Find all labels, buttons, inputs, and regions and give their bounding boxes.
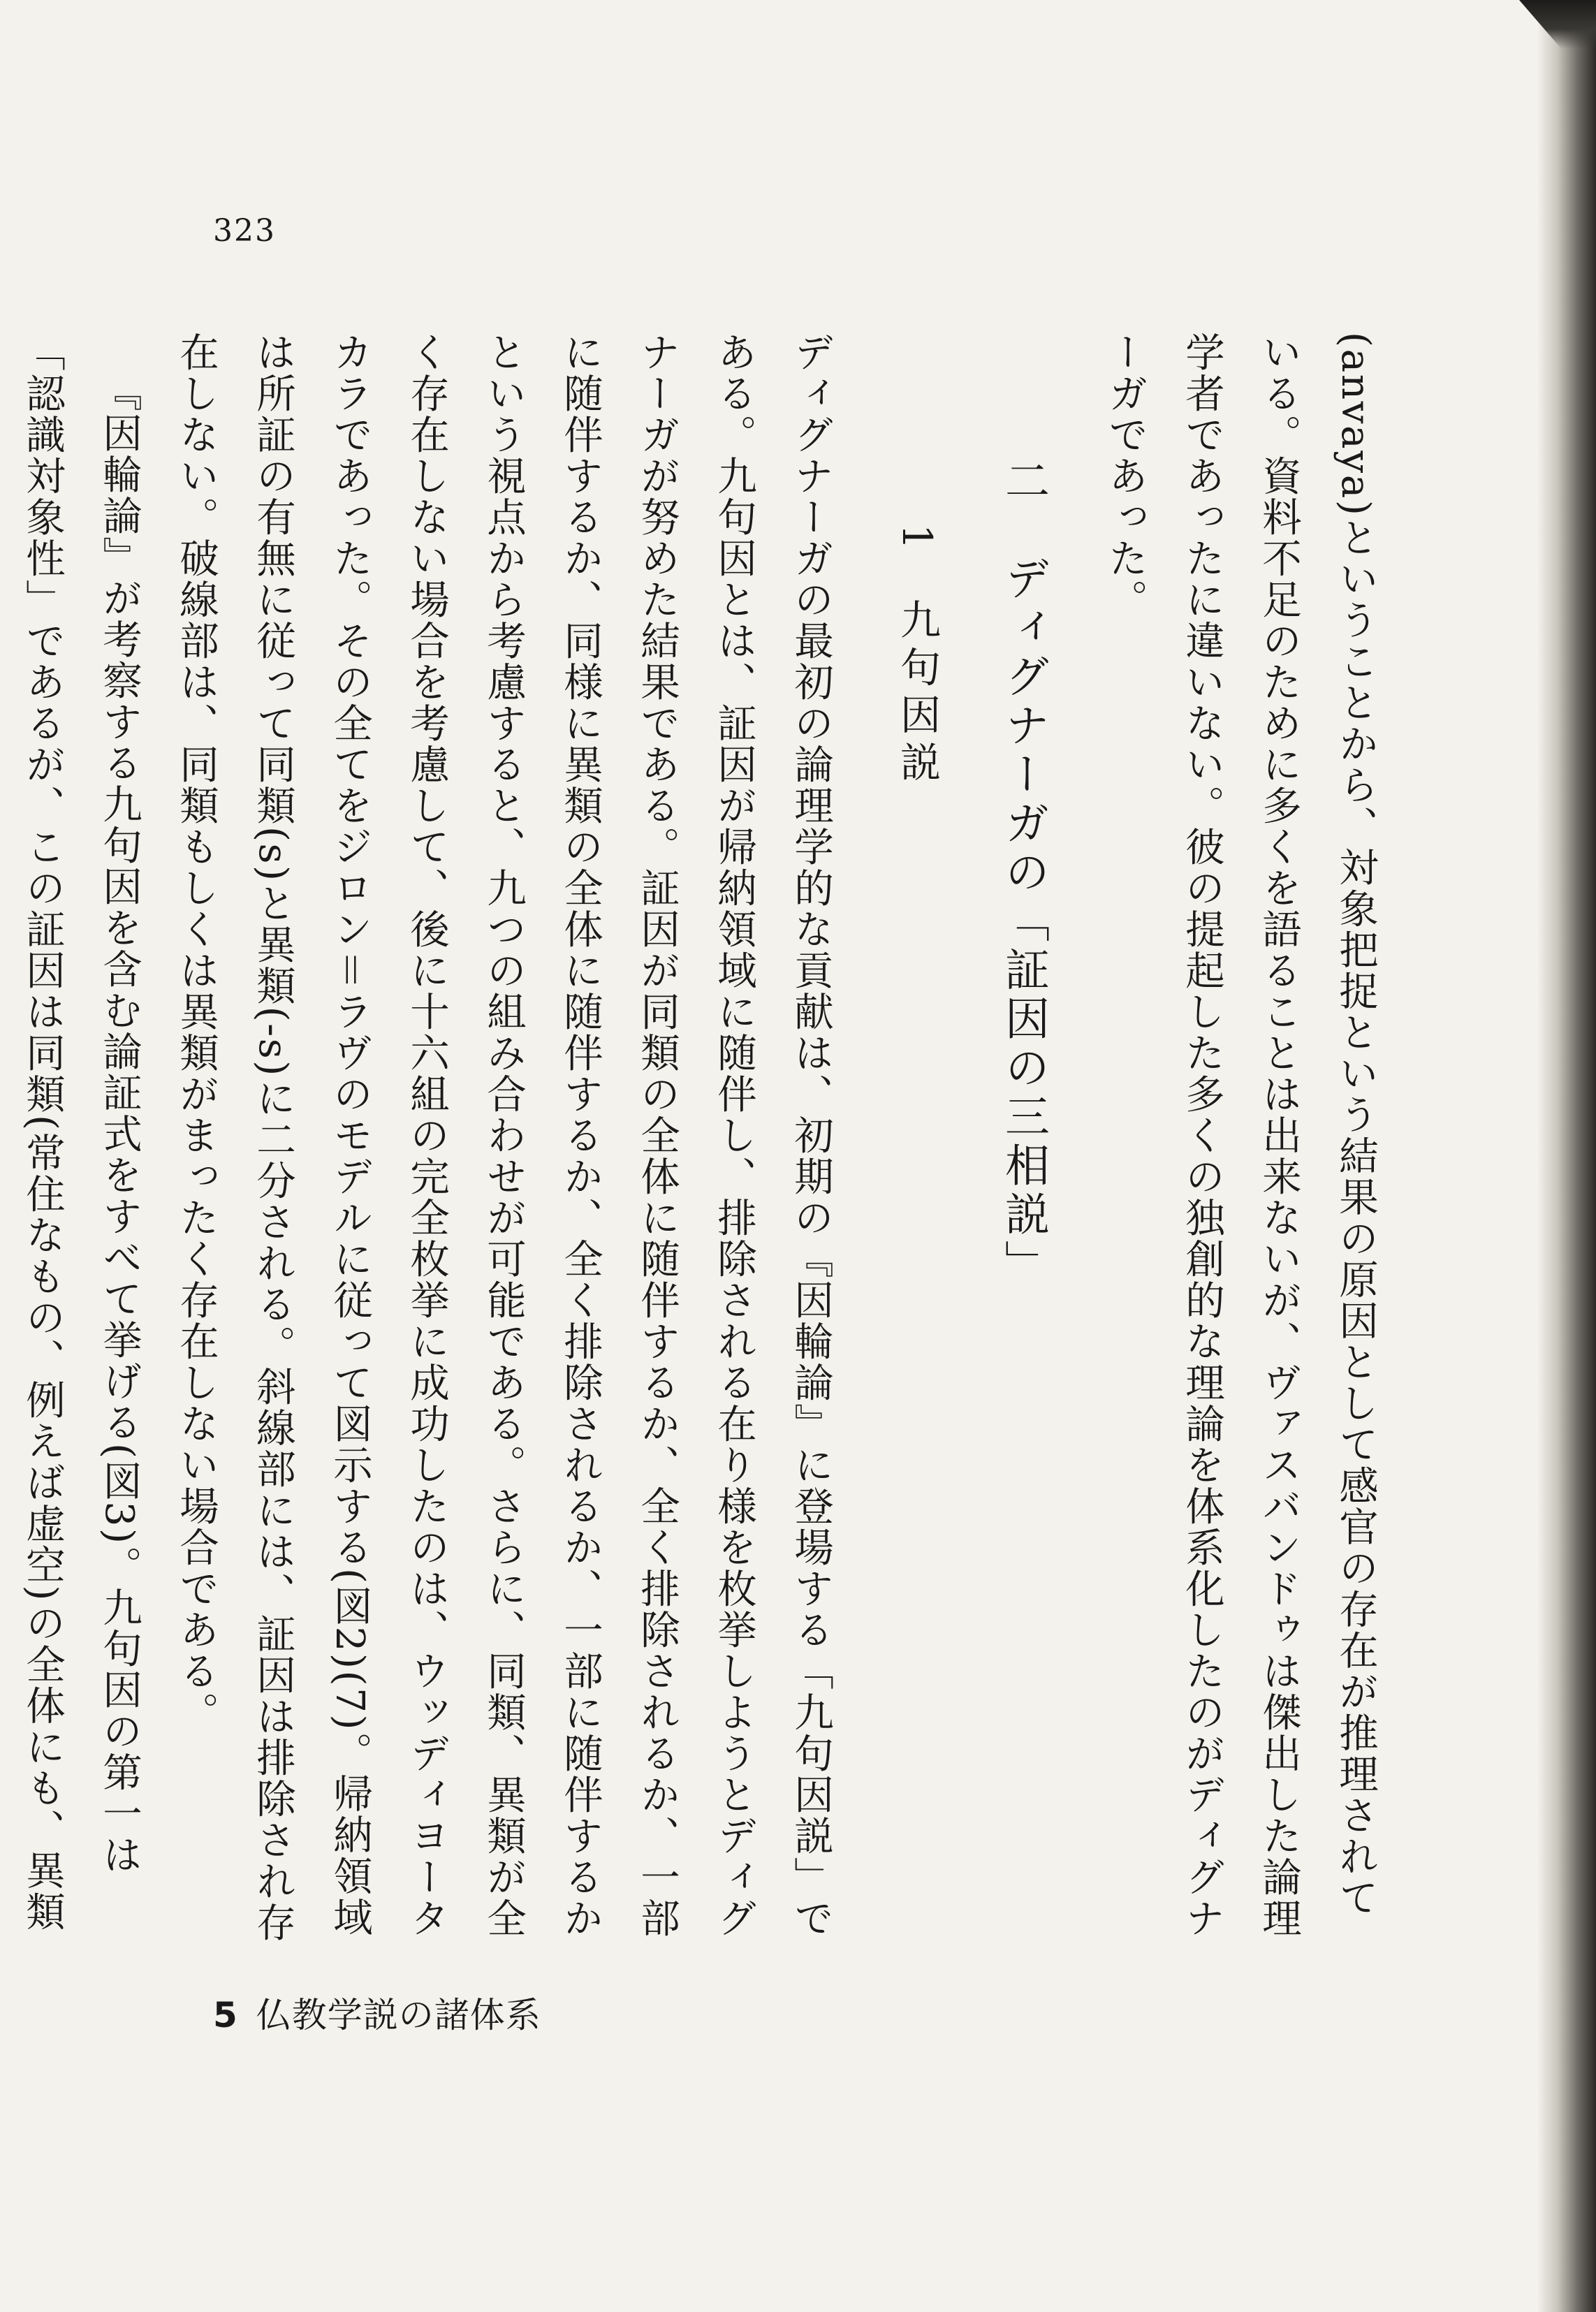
paragraph: (anvaya)ということから、対象把捉という結果の原因として感官の存在が推理されている。資料不足のために多くを語ることは出来ないが、ヴァスバンドゥは傑出した論理学者であったに違いない。彼の提起した多くの独創的な理論を体系化したのがディグナーガであった。 [1102,332,1378,1939]
binding-edge [1519,0,1596,49]
chapter-number: 5 [213,1995,238,2035]
book-spine-shadow [1537,0,1596,2312]
body-text [0,332,1393,1952]
page-number: 323 [213,213,276,249]
subsection-number: 1 [893,524,941,557]
subsection-title-text: 九句因説 [893,598,941,789]
subsection-title [882,332,952,1952]
section-title: 二 ディグナーガの「証因の三相説」 [997,458,1049,1289]
running-footer [213,1987,541,2037]
paragraph: 『因輪論』が考察する九句因を含む論証式をすべて挙げる(図3)。九句因の第一は「認識対象性」であるが、この証因は同類(常住なもの、例えば虚空)の全体にも、異類 [20,332,142,1933]
paragraph: ディグナーガの最初の論理学的な貢献は、初期の『因輪論』に登場する「九句因説」である。九句因とは、証因が帰納領域に随伴し、排除される在り様を枚挙しようとディグナーガが努めた結果である。証因が同類の全体に随伴するか、全く排除されるか、一部に随伴するか、同様に異類の全体に随伴するか、全く排除されるか、一部に随伴するかという視点から考慮すると、九つの組み合わせが可能である。さらに、同類、異類が全く存在しない場合を考慮して、後に十六組の完全枚挙に成功したのは、ウッディヨータカラであった。その全てをジロン＝ラヴのモデルに従って図示する(図2)(7)。帰納領域は所証の有無に従って同類(s)と異類(-s)に二分される。斜線部には、証因は排除され存在しない。破線部は、同類もしくは異類がまったく存在しない場合である。 [173,332,833,1943]
chapter-title: 仏教学説の諸体系 [256,1995,541,2035]
